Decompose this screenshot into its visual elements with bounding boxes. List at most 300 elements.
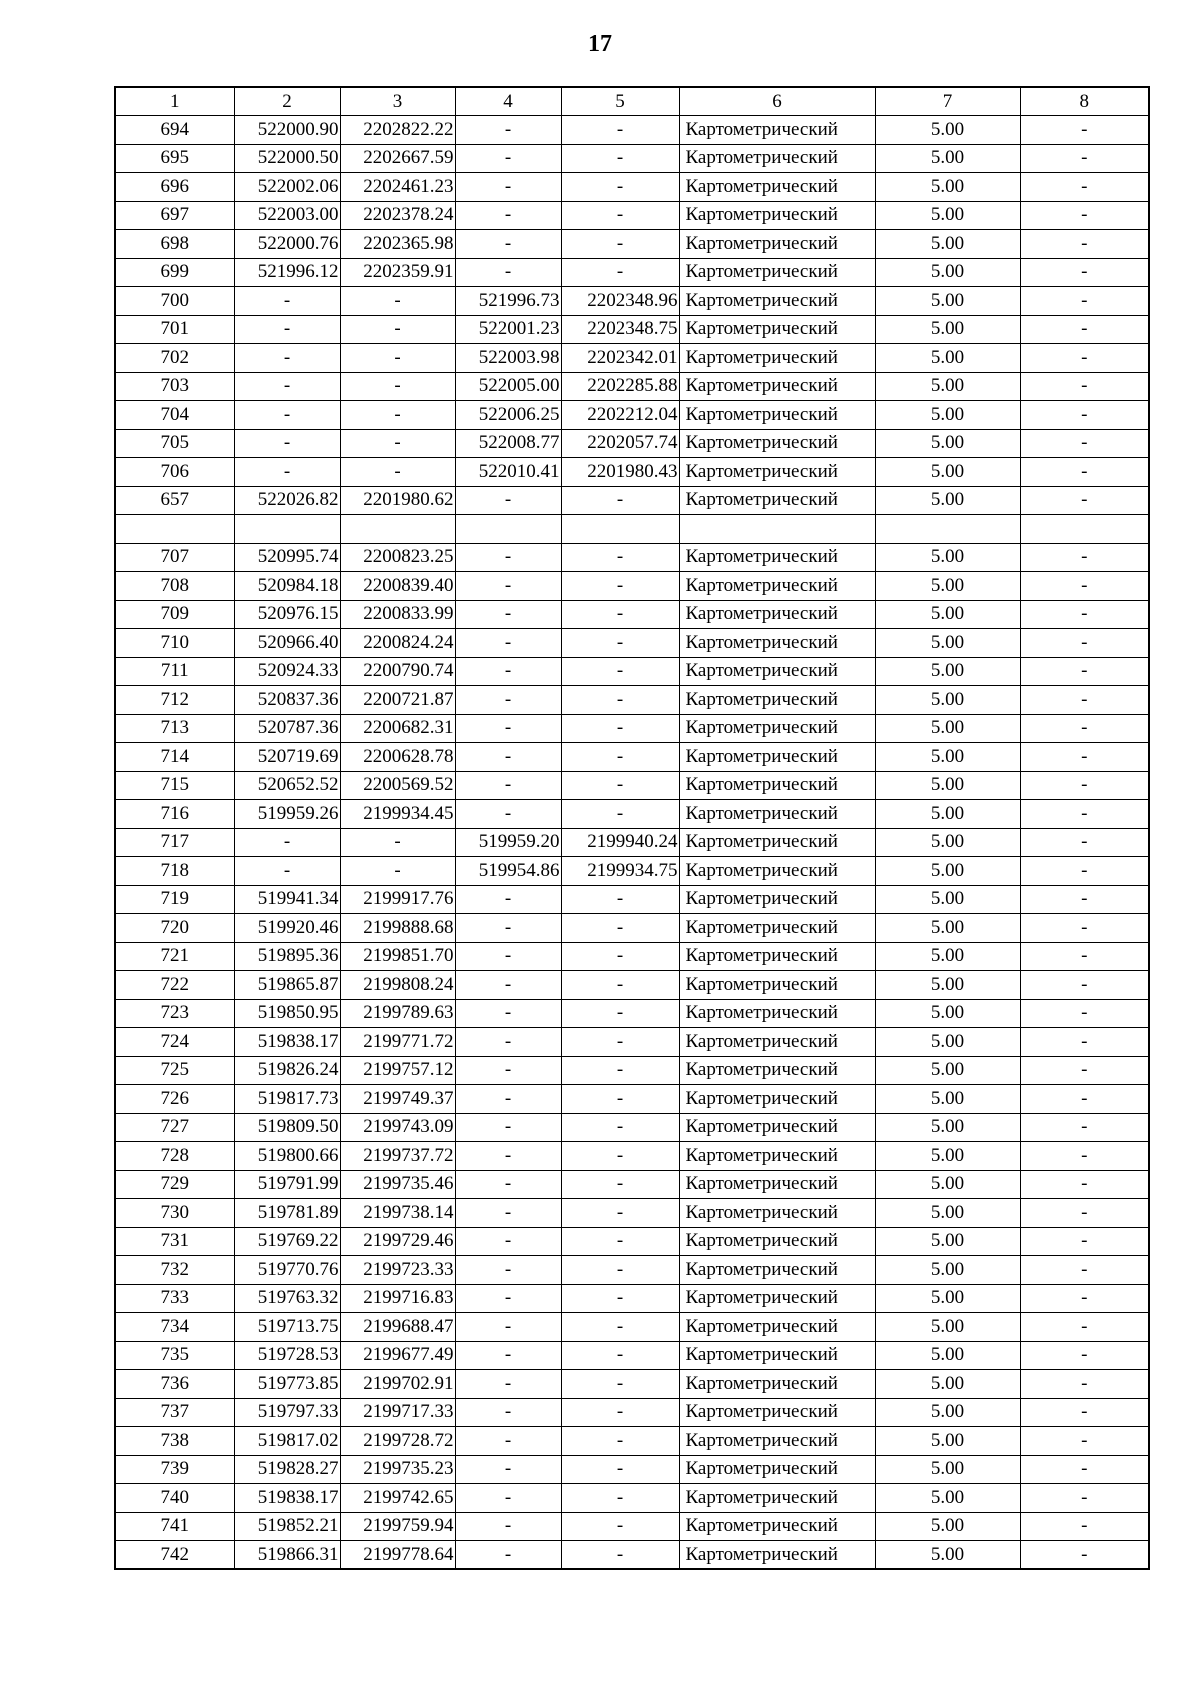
- table-row: [115, 942, 1149, 971]
- cell-y-coordinate: 2199737.72: [340, 1142, 455, 1171]
- cell-method: Картометрический: [679, 914, 875, 943]
- cell-description: -: [1020, 429, 1149, 458]
- cell-y-coordinate: 2202365.98: [340, 230, 455, 259]
- cell-accuracy: 5.00: [875, 315, 1020, 344]
- cell-y-coordinate-new: -: [561, 230, 679, 259]
- cell-y-coordinate: 2199728.72: [340, 1427, 455, 1456]
- cell-method: Картометрический: [679, 1056, 875, 1085]
- table-row: [115, 828, 1149, 857]
- cell-x-coordinate: 519852.21: [234, 1512, 340, 1541]
- cell-y-coordinate: 2199759.94: [340, 1512, 455, 1541]
- cell-method: Картометрический: [679, 1313, 875, 1342]
- cell-x-coordinate-new: -: [455, 201, 561, 230]
- cell-point-number: 699: [115, 258, 234, 287]
- cell-method: Картометрический: [679, 1028, 875, 1057]
- cell-method: Картометрический: [679, 828, 875, 857]
- cell-point-number: 698: [115, 230, 234, 259]
- cell-description: -: [1020, 572, 1149, 601]
- cell-method: Картометрический: [679, 1370, 875, 1399]
- cell-y-coordinate-new: -: [561, 1199, 679, 1228]
- cell-x-coordinate-new: -: [455, 800, 561, 829]
- cell-description: -: [1020, 743, 1149, 772]
- cell-x-coordinate-new: 519959.20: [455, 828, 561, 857]
- cell-accuracy: 5.00: [875, 287, 1020, 316]
- cell-accuracy: 5.00: [875, 1256, 1020, 1285]
- table-row: [115, 657, 1149, 686]
- cell-y-coordinate-new: -: [561, 1341, 679, 1370]
- cell-x-coordinate: 522003.00: [234, 201, 340, 230]
- cell-description: -: [1020, 1512, 1149, 1541]
- cell-x-coordinate-new: -: [455, 258, 561, 287]
- cell-x-coordinate: 519769.22: [234, 1227, 340, 1256]
- cell-point-number: 716: [115, 800, 234, 829]
- cell-point-number: 709: [115, 600, 234, 629]
- table-row: [115, 857, 1149, 886]
- table-row: [115, 486, 1149, 515]
- cell-accuracy: 5.00: [875, 971, 1020, 1000]
- cell-x-coordinate-new: -: [455, 1056, 561, 1085]
- cell-method: Картометрический: [679, 401, 875, 430]
- cell-method: Картометрический: [679, 1227, 875, 1256]
- cell-point-number: 706: [115, 458, 234, 487]
- table-body: [115, 116, 1149, 1570]
- cell-x-coordinate: 519838.17: [234, 1028, 340, 1057]
- cell-x-coordinate-new: 522008.77: [455, 429, 561, 458]
- cell-x-coordinate: 520787.36: [234, 714, 340, 743]
- cell-x-coordinate-new: -: [455, 1170, 561, 1199]
- cell-description: -: [1020, 543, 1149, 572]
- cell-x-coordinate: 520652.52: [234, 771, 340, 800]
- cell-x-coordinate: 520719.69: [234, 743, 340, 772]
- cell-description: -: [1020, 1484, 1149, 1513]
- cell-accuracy: 5.00: [875, 1028, 1020, 1057]
- cell-x-coordinate-new: 522003.98: [455, 344, 561, 373]
- cell-description: -: [1020, 999, 1149, 1028]
- cell-x-coordinate-new: 522001.23: [455, 315, 561, 344]
- cell-accuracy: 5.00: [875, 1170, 1020, 1199]
- cell-point-number: 737: [115, 1398, 234, 1427]
- cell-point-number: 694: [115, 116, 234, 145]
- cell-y-coordinate: 2199771.72: [340, 1028, 455, 1057]
- cell-y-coordinate-new: -: [561, 971, 679, 1000]
- cell-y-coordinate: 2200824.24: [340, 629, 455, 658]
- cell-description: -: [1020, 1028, 1149, 1057]
- cell-y-coordinate-new: 2201980.43: [561, 458, 679, 487]
- cell-method: Картометрический: [679, 1341, 875, 1370]
- cell-point-number: 736: [115, 1370, 234, 1399]
- table-row: [115, 800, 1149, 829]
- cell-x-coordinate-new: -: [455, 600, 561, 629]
- cell-y-coordinate: 2199757.12: [340, 1056, 455, 1085]
- cell-point-number: 726: [115, 1085, 234, 1114]
- cell-y-coordinate-new: -: [561, 144, 679, 173]
- cell-y-coordinate: 2199735.23: [340, 1455, 455, 1484]
- cell-x-coordinate-new: -: [455, 1085, 561, 1114]
- cell-point-number: 729: [115, 1170, 234, 1199]
- cell-accuracy: 5.00: [875, 828, 1020, 857]
- cell-description: -: [1020, 657, 1149, 686]
- table-row: [115, 230, 1149, 259]
- cell-y-coordinate-new: -: [561, 1028, 679, 1057]
- cell-y-coordinate-new: -: [561, 657, 679, 686]
- cell-x-coordinate-new: -: [455, 230, 561, 259]
- cell-point-number: 696: [115, 173, 234, 202]
- cell-y-coordinate-new: -: [561, 201, 679, 230]
- cell-y-coordinate-new: -: [561, 572, 679, 601]
- table-row: [115, 999, 1149, 1028]
- cell-y-coordinate: 2200823.25: [340, 543, 455, 572]
- cell-y-coordinate-new: -: [561, 1227, 679, 1256]
- cell-point-number: 710: [115, 629, 234, 658]
- cell-x-coordinate: 522000.76: [234, 230, 340, 259]
- cell-y-coordinate-new: -: [561, 914, 679, 943]
- cell-accuracy: 5.00: [875, 344, 1020, 373]
- cell-y-coordinate: 2199716.83: [340, 1284, 455, 1313]
- table-row: [115, 1142, 1149, 1171]
- cell-y-coordinate-new: 2202212.04: [561, 401, 679, 430]
- cell-x-coordinate: 519773.85: [234, 1370, 340, 1399]
- cell-point-number: 730: [115, 1199, 234, 1228]
- cell-accuracy: 5.00: [875, 1056, 1020, 1085]
- cell-x-coordinate-new: -: [455, 1142, 561, 1171]
- cell-x-coordinate: 519728.53: [234, 1341, 340, 1370]
- cell-point-number: 715: [115, 771, 234, 800]
- cell-y-coordinate: 2199729.46: [340, 1227, 455, 1256]
- cell-x-coordinate-new: -: [455, 1398, 561, 1427]
- cell-accuracy: 5.00: [875, 429, 1020, 458]
- cell-y-coordinate: 2199723.33: [340, 1256, 455, 1285]
- page-number: 17: [588, 31, 612, 57]
- cell-y-coordinate-new: -: [561, 1142, 679, 1171]
- cell-method: Картометрический: [679, 372, 875, 401]
- cell-accuracy: 5.00: [875, 1484, 1020, 1513]
- cell-method: Картометрический: [679, 999, 875, 1028]
- cell-point-number: 742: [115, 1541, 234, 1570]
- column-header-7: 7: [875, 87, 1020, 116]
- cell-y-coordinate: 2200628.78: [340, 743, 455, 772]
- cell-accuracy: 5.00: [875, 1541, 1020, 1570]
- cell-x-coordinate-new: -: [455, 572, 561, 601]
- cell-y-coordinate: -: [340, 315, 455, 344]
- cell-x-coordinate-new: -: [455, 629, 561, 658]
- cell-y-coordinate: 2201980.62: [340, 486, 455, 515]
- column-header-6: 6: [679, 87, 875, 116]
- cell-method: Картометрический: [679, 429, 875, 458]
- cell-accuracy: 5.00: [875, 1427, 1020, 1456]
- cell-y-coordinate: 2202359.91: [340, 258, 455, 287]
- cell-accuracy: 5.00: [875, 173, 1020, 202]
- cell-point-number: 713: [115, 714, 234, 743]
- cell-y-coordinate-new: -: [561, 1085, 679, 1114]
- cell-description: -: [1020, 315, 1149, 344]
- cell-description: -: [1020, 714, 1149, 743]
- cell-method: Картометрический: [679, 315, 875, 344]
- cell-accuracy: 5.00: [875, 999, 1020, 1028]
- table-row: [115, 429, 1149, 458]
- cell-y-coordinate-new: -: [561, 686, 679, 715]
- cell-point-number: 735: [115, 1341, 234, 1370]
- table-row: [115, 458, 1149, 487]
- cell-method: Картометрический: [679, 714, 875, 743]
- table-row: [115, 1398, 1149, 1427]
- cell-y-coordinate-new: -: [561, 885, 679, 914]
- cell-y-coordinate-new: 2202348.96: [561, 287, 679, 316]
- cell-y-coordinate: -: [340, 458, 455, 487]
- cell-point-number: 720: [115, 914, 234, 943]
- cell-point-number: 733: [115, 1284, 234, 1313]
- cell-y-coordinate: [340, 515, 455, 544]
- cell-y-coordinate-new: 2199940.24: [561, 828, 679, 857]
- column-header-5: 5: [561, 87, 679, 116]
- cell-description: -: [1020, 173, 1149, 202]
- cell-method: Картометрический: [679, 1085, 875, 1114]
- cell-point-number: 701: [115, 315, 234, 344]
- cell-y-coordinate-new: -: [561, 173, 679, 202]
- cell-method: Картометрический: [679, 942, 875, 971]
- table-row: [115, 1284, 1149, 1313]
- cell-point-number: 727: [115, 1113, 234, 1142]
- cell-description: -: [1020, 144, 1149, 173]
- cell-x-coordinate: 520837.36: [234, 686, 340, 715]
- cell-accuracy: 5.00: [875, 1370, 1020, 1399]
- cell-description: -: [1020, 1142, 1149, 1171]
- column-header-8: 8: [1020, 87, 1149, 116]
- cell-y-coordinate: 2202378.24: [340, 201, 455, 230]
- header-row: [115, 87, 1149, 116]
- cell-method: Картометрический: [679, 258, 875, 287]
- cell-x-coordinate: 519713.75: [234, 1313, 340, 1342]
- table-header: [115, 87, 1149, 116]
- cell-description: -: [1020, 201, 1149, 230]
- cell-y-coordinate: 2199688.47: [340, 1313, 455, 1342]
- cell-y-coordinate-new: -: [561, 1541, 679, 1570]
- cell-method: Картометрический: [679, 1256, 875, 1285]
- cell-accuracy: 5.00: [875, 1142, 1020, 1171]
- cell-y-coordinate-new: -: [561, 999, 679, 1028]
- cell-point-number: 732: [115, 1256, 234, 1285]
- cell-description: -: [1020, 1113, 1149, 1142]
- cell-method: Картометрический: [679, 201, 875, 230]
- cell-method: Картометрический: [679, 971, 875, 1000]
- cell-x-coordinate: 519850.95: [234, 999, 340, 1028]
- table-row: [115, 885, 1149, 914]
- cell-y-coordinate-new: -: [561, 1512, 679, 1541]
- cell-x-coordinate-new: -: [455, 999, 561, 1028]
- cell-y-coordinate: 2200721.87: [340, 686, 455, 715]
- cell-description: -: [1020, 1227, 1149, 1256]
- cell-y-coordinate-new: -: [561, 1170, 679, 1199]
- cell-method: Картометрический: [679, 344, 875, 373]
- cell-accuracy: 5.00: [875, 714, 1020, 743]
- cell-y-coordinate-new: 2202342.01: [561, 344, 679, 373]
- cell-y-coordinate-new: -: [561, 258, 679, 287]
- cell-y-coordinate: -: [340, 372, 455, 401]
- cell-y-coordinate: 2199677.49: [340, 1341, 455, 1370]
- cell-x-coordinate: 519920.46: [234, 914, 340, 943]
- cell-method: Картометрический: [679, 1284, 875, 1313]
- cell-description: -: [1020, 800, 1149, 829]
- cell-x-coordinate-new: -: [455, 1370, 561, 1399]
- cell-y-coordinate-new: -: [561, 1427, 679, 1456]
- table-row: [115, 1341, 1149, 1370]
- cell-y-coordinate: 2199778.64: [340, 1541, 455, 1570]
- cell-method: Картометрический: [679, 1199, 875, 1228]
- cell-accuracy: [875, 515, 1020, 544]
- cell-y-coordinate: -: [340, 828, 455, 857]
- cell-description: -: [1020, 971, 1149, 1000]
- cell-accuracy: 5.00: [875, 800, 1020, 829]
- cell-x-coordinate: -: [234, 857, 340, 886]
- cell-y-coordinate-new: -: [561, 942, 679, 971]
- cell-accuracy: 5.00: [875, 1227, 1020, 1256]
- cell-method: Картометрический: [679, 1427, 875, 1456]
- cell-accuracy: 5.00: [875, 1085, 1020, 1114]
- table-row: [115, 1199, 1149, 1228]
- cell-point-number: 724: [115, 1028, 234, 1057]
- column-header-3: 3: [340, 87, 455, 116]
- cell-x-coordinate: 519895.36: [234, 942, 340, 971]
- cell-y-coordinate-new: -: [561, 1056, 679, 1085]
- cell-description: -: [1020, 116, 1149, 145]
- cell-x-coordinate: 519817.02: [234, 1427, 340, 1456]
- cell-x-coordinate: 520995.74: [234, 543, 340, 572]
- cell-x-coordinate: 522000.50: [234, 144, 340, 173]
- cell-y-coordinate-new: 2202285.88: [561, 372, 679, 401]
- cell-x-coordinate-new: 522006.25: [455, 401, 561, 430]
- cell-point-number: 738: [115, 1427, 234, 1456]
- cell-method: Картометрический: [679, 885, 875, 914]
- cell-x-coordinate-new: -: [455, 144, 561, 173]
- cell-x-coordinate-new: -: [455, 1427, 561, 1456]
- cell-x-coordinate-new: -: [455, 657, 561, 686]
- cell-point-number: 705: [115, 429, 234, 458]
- cell-method: Картометрический: [679, 800, 875, 829]
- cell-description: -: [1020, 1341, 1149, 1370]
- cell-y-coordinate-new: -: [561, 1256, 679, 1285]
- cell-description: -: [1020, 258, 1149, 287]
- table-row: [115, 600, 1149, 629]
- cell-method: Картометрический: [679, 1455, 875, 1484]
- cell-x-coordinate-new: -: [455, 714, 561, 743]
- cell-description: -: [1020, 857, 1149, 886]
- cell-y-coordinate-new: -: [561, 1398, 679, 1427]
- cell-y-coordinate: 2199888.68: [340, 914, 455, 943]
- cell-method: Картометрический: [679, 857, 875, 886]
- cell-point-number: 725: [115, 1056, 234, 1085]
- cell-y-coordinate: -: [340, 287, 455, 316]
- table-row: [115, 116, 1149, 145]
- cell-y-coordinate-new: -: [561, 743, 679, 772]
- cell-x-coordinate: 519959.26: [234, 800, 340, 829]
- cell-description: -: [1020, 458, 1149, 487]
- cell-accuracy: 5.00: [875, 857, 1020, 886]
- cell-x-coordinate: -: [234, 315, 340, 344]
- cell-x-coordinate-new: -: [455, 1227, 561, 1256]
- table-row: [115, 1427, 1149, 1456]
- cell-x-coordinate-new: -: [455, 1341, 561, 1370]
- cell-point-number: 723: [115, 999, 234, 1028]
- cell-x-coordinate: -: [234, 372, 340, 401]
- cell-accuracy: 5.00: [875, 1512, 1020, 1541]
- cell-x-coordinate-new: -: [455, 116, 561, 145]
- table-row: [115, 914, 1149, 943]
- cell-x-coordinate-new: -: [455, 543, 561, 572]
- cell-x-coordinate: 519809.50: [234, 1113, 340, 1142]
- cell-y-coordinate-new: -: [561, 1455, 679, 1484]
- cell-description: -: [1020, 486, 1149, 515]
- cell-point-number: 700: [115, 287, 234, 316]
- cell-description: -: [1020, 1199, 1149, 1228]
- cell-method: Картометрический: [679, 173, 875, 202]
- cell-point-number: 707: [115, 543, 234, 572]
- cell-method: Картометрический: [679, 1398, 875, 1427]
- column-header-2: 2: [234, 87, 340, 116]
- cell-accuracy: 5.00: [875, 942, 1020, 971]
- cell-description: -: [1020, 401, 1149, 430]
- cell-point-number: 722: [115, 971, 234, 1000]
- table-row: [115, 344, 1149, 373]
- cell-description: -: [1020, 629, 1149, 658]
- cell-method: [679, 515, 875, 544]
- cell-point-number: [115, 515, 234, 544]
- cell-description: -: [1020, 372, 1149, 401]
- table-row: [115, 1227, 1149, 1256]
- cell-x-coordinate: 519781.89: [234, 1199, 340, 1228]
- cell-x-coordinate: 519866.31: [234, 1541, 340, 1570]
- column-header-4: 4: [455, 87, 561, 116]
- cell-x-coordinate-new: 521996.73: [455, 287, 561, 316]
- table-row: [115, 1512, 1149, 1541]
- cell-x-coordinate: 520976.15: [234, 600, 340, 629]
- cell-x-coordinate-new: -: [455, 1199, 561, 1228]
- cell-accuracy: 5.00: [875, 629, 1020, 658]
- cell-accuracy: 5.00: [875, 743, 1020, 772]
- cell-y-coordinate: 2200833.99: [340, 600, 455, 629]
- cell-x-coordinate-new: -: [455, 1484, 561, 1513]
- cell-description: -: [1020, 1085, 1149, 1114]
- table-row: [115, 1313, 1149, 1342]
- cell-x-coordinate-new: -: [455, 173, 561, 202]
- cell-x-coordinate-new: 522010.41: [455, 458, 561, 487]
- cell-y-coordinate: -: [340, 429, 455, 458]
- cell-method: Картометрический: [679, 1541, 875, 1570]
- cell-accuracy: 5.00: [875, 657, 1020, 686]
- cell-x-coordinate: 519838.17: [234, 1484, 340, 1513]
- cell-method: Картометрический: [679, 486, 875, 515]
- cell-point-number: 728: [115, 1142, 234, 1171]
- table-row: [115, 258, 1149, 287]
- table-row: [115, 201, 1149, 230]
- table-row: [115, 144, 1149, 173]
- cell-y-coordinate-new: -: [561, 486, 679, 515]
- cell-point-number: 704: [115, 401, 234, 430]
- cell-accuracy: 5.00: [875, 1398, 1020, 1427]
- cell-x-coordinate: 519826.24: [234, 1056, 340, 1085]
- cell-x-coordinate: -: [234, 429, 340, 458]
- table-row: [115, 1484, 1149, 1513]
- cell-accuracy: 5.00: [875, 771, 1020, 800]
- cell-y-coordinate-new: -: [561, 1484, 679, 1513]
- cell-accuracy: 5.00: [875, 144, 1020, 173]
- cell-accuracy: 5.00: [875, 1341, 1020, 1370]
- cell-method: Картометрический: [679, 600, 875, 629]
- cell-point-number: 711: [115, 657, 234, 686]
- table-row: [115, 1085, 1149, 1114]
- cell-x-coordinate-new: -: [455, 942, 561, 971]
- cell-method: Картометрический: [679, 1113, 875, 1142]
- cell-method: Картометрический: [679, 686, 875, 715]
- cell-description: -: [1020, 1170, 1149, 1199]
